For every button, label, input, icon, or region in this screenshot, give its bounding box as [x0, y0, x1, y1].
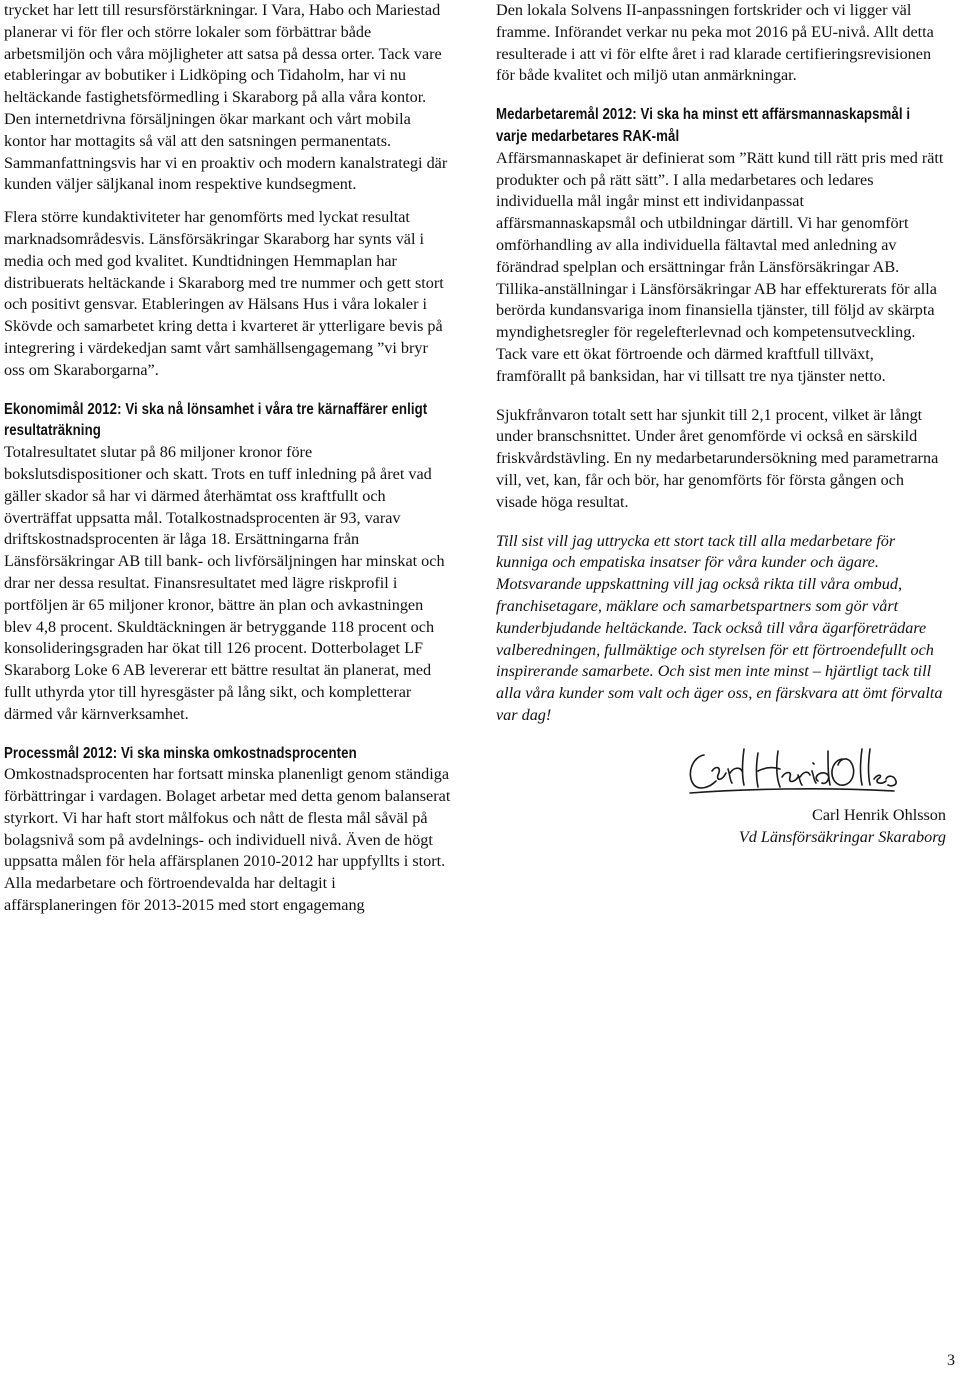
right-column — [496, 0, 946, 848]
paragraph-customer-activities: Flera större kundaktiviteter har genomförts med lyckat resultat marknadsområdesvis. Länsförsäkringar Skaraborg har synts väl i media och med god kvalitet. Kundtidningen Hemmaplan har distribuerats heltäckande i Skaraborg med tre nummer och gett stort och positivt gensvar. Etableringen av Hälsans Hus i våra lokaler i Skövde och samarbetet kring detta i kvarteret är ytterligare bevis på integrering i värdekedjan samt vårt samhällsengagemang ”vi bryr oss om Skaraborgarna”. — [4, 208, 444, 379]
heading-employee-goal: Medarbetaremål 2012: Vi ska ha minst ett affärsmannaskapsmål i varje medarbetares RAK-mål — [496, 106, 911, 145]
paragraph-channel-strategy: trycket har lett till resursförstärkningar. I Vara, Habo och Mariestad planerar vi för fler och större lokaler som förbättrar både arbetsmiljön och våra möjligheter att satsa på dessa orter. Tack vare etableringar av bobutiker i Lidköping och Tidaholm, har vi nu heltäckande fastighetsförmedling i Skaraborg på alla våra kontor. Den internetdrivna försäljningen ökar markant och vårt mobila kontor har mottagits så väl att den satsningen permanentats. Sammanfattningsvis har vi en proaktiv och modern kanalstrategi där kunden väljer säljkanal inom respektive kundsegment. — [4, 1, 448, 194]
paragraph-sick-leave: Sjukfrånvaron totalt sett har sjunkit till 2,1 procent, vilket är långt under branschsnittet. Under året genomförde vi också en särskild friskvårdstävling. En ny medarbetarundersökning med parametrarna vill, vet, kan, får och bör, har genomförts för första gången och visade höga resultat. — [496, 405, 939, 511]
heading-economic-goal: Ekonomimål 2012: Vi ska nå lönsamhet i våra tre kärnaffärer enligt resultaträkning — [4, 400, 428, 440]
signature — [496, 741, 946, 805]
heading-process-goal: Processmål 2012: Vi ska minska omkostnadsprocenten — [4, 744, 357, 762]
signature-title: Vd Länsförsäkringar Skaraborg — [738, 827, 946, 846]
signature-name: Carl Henrik Ohlsson — [812, 805, 946, 824]
paragraph-business-acumen: Affärsmannaskapet är definierat som ”Rätt kund till rätt pris med rätt produkter och på rätt sätt”. I alla medarbetares och ledares individuella mål ingår minst ett individanpassat affärsmannaskapsmål och utbildningar därtill. Vi har genomfört omförhandling av alla individuella fältavtal med anledning av förändrad spelplan och ersättningar från Länsförsäkringar AB. Tillika-anställningar i Länsförsäkringar AB har effekturerats för alla berörda kundansvariga inom finansiella tjänster, till följd av skärpta myndighetsregler för regelefterlevnad och kompetensutveckling. Tack vare ett ökat förtroende och därmed kraftfull tillväxt, framförallt på banksidan, har vi tillsatt tre nya tjänster netto. — [496, 148, 944, 385]
paragraph-closing-thanks: Till sist vill jag uttrycka ett stort tack till alla medarbetare för kunniga och empatiska insatser för våra kunder och ägare. Motsvarande uppskattning vill jag också rikta till våra ombud, franchisetagare, mäklare och samarbetspartners som gör vårt kunderbjudande heltäckande. Tack också till våra ägarföreträdare valberedningen, fullmäktige och styrelsen för ett förtroendefullt och inspirerande samarbete. Och sist men inte minst – hjärtligt tack till alla våra kunder som valt och äger oss, en färskvara att ömt förvalta var dag! — [496, 531, 943, 724]
handwritten-signature-image — [682, 741, 902, 805]
paragraph-process-result: Omkostnadsprocenten har fortsatt minska planenligt genom ständiga förbättringar i vardagen. Bolaget arbetar med detta genom balanserat styrkort. Vi har haft stort målfokus och nått de flesta mål såväl på bolagsnivå som på avdelnings- och individuell nivå. Även de högt uppsatta målen för hela affärsplanen 2010-2012 har uppfyllts i stort. Alla medarbetare och förtroendevalda har deltagit i affärsplaneringen för 2013-2015 med stort engagemang — [4, 765, 451, 915]
paragraph-solvency: Den lokala Solvens II-anpassningen fortskrider och vi ligger väl framme. Införandet verkar nu peka mot 2016 på EU-nivå. Allt detta resulterade i att vi för elfte året i rad klarade certifieringsrevisionen för både kvalitet och miljö utan anmärkningar. — [496, 1, 934, 85]
page-number: 3 — [947, 1352, 955, 1369]
left-column — [4, 0, 451, 917]
paragraph-economic-result: Totalresultatet slutar på 86 miljoner kronor före bokslutsdispositioner och skatt. Trots en tuff inledning på året vad gäller skador så har vi därmed återhämtat oss kraftfullt och överträffat uppsatta mål. Totalkostnadsprocenten är 93, varav driftskostnadsprocenten är låga 18. Ersättningarna från Länsförsäkringar AB till bank- och livförsäljningen har minskat och drar ner dessa resultat. Finansresultatet med lägre riskprofil i portföljen är 65 miljoner kronor, bättre än plan och avkastningen blev 4,8 procent. Skuldtäckningen är betryggande 118 procent och konsolideringsgraden har ökat till 126 procent. Dotterbolaget LF Skaraborg Loke 6 AB levererar ett bättre resultat än planerat, med fullt uthyrda ytor till hyresgäster på lång sikt, och kompletterar därmed vår kärnverksamhet. — [4, 443, 445, 723]
